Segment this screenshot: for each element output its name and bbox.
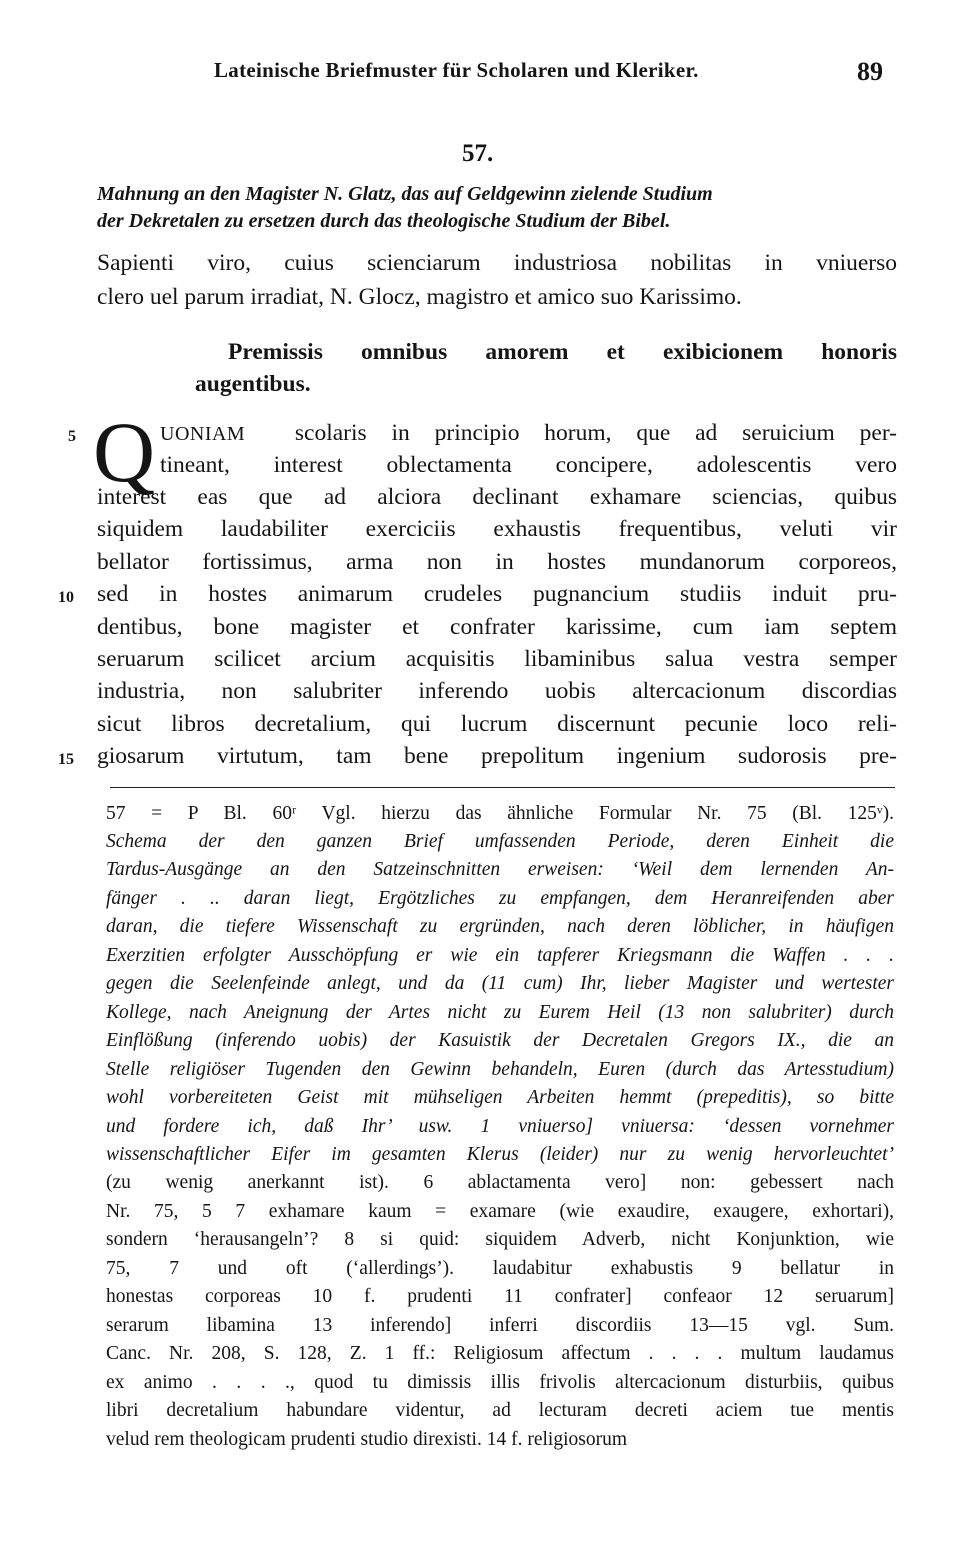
footnote-line: fänger . .. daran liegt, Ergötzliches zu empfangen, dem Heranreifenden aber — [106, 888, 894, 909]
footnote-line: Exerzitien erfolgter Ausschöpfung er wie ein tapferer Kriegsmann die Waffen . . . — [106, 945, 894, 966]
footnote-line: libri decretalium habundare videntur, ad lecturam decreti aciem tue mentis — [106, 1400, 894, 1421]
footnote-line: serarum libamina 13 inferendo] inferri discordiis 13—15 vgl. Sum. — [106, 1315, 894, 1336]
greeting-line: Premissis omnibus amorem et exibicionem honoris — [228, 339, 897, 365]
line-number: 5 — [68, 428, 76, 445]
body-line: tineant, interest oblectamenta concipere, adolescentis vero — [160, 452, 897, 478]
summary-line: Mahnung an den Magister N. Glatz, das auf Geldgewinn zielende Studium — [97, 183, 713, 205]
running-head: Lateinische Briefmuster für Scholaren und Kleriker. — [214, 58, 699, 82]
greeting-line: augentibus. — [195, 371, 311, 397]
footnote-line: 75, 7 und oft (‘allerdings’). laudabitur exhabustis 9 bellatur in — [106, 1258, 894, 1279]
body-line: bellator fortissimus, arma non in hostes mundanorum corporeos, — [97, 549, 897, 575]
footnote-line: gegen die Seelenfeinde anlegt, und da (11 cum) Ihr, lieber Magister und wertester — [106, 973, 894, 994]
footnote-line: wissenschaftlicher Eifer im gesamten Klerus (leider) nur zu wenig hervorleuchtet’ — [106, 1144, 894, 1165]
drop-cap: Q — [93, 404, 156, 500]
body-line: interest eas que ad alciora declinant exhamare sciencias, quibus — [97, 484, 897, 510]
footnote-line: ex animo . . . ., quod tu dimissis illis frivolis altercacionum disturbiis, quibus — [106, 1372, 894, 1393]
footnote-line: Schema der den ganzen Brief umfassenden Periode, deren Einheit die — [106, 831, 894, 852]
footnote-line: daran, die tiefere Wissenschaft zu ergründen, nach deren löblicher, in häufigen — [106, 916, 894, 937]
body-first-line — [160, 420, 897, 447]
body-line: sicut libros decretalium, qui lucrum discernunt pecunie loco reli- — [97, 711, 897, 737]
address-line: Sapienti viro, cuius scienciarum industriosa nobilitas in vniuerso — [97, 250, 897, 276]
footnote-line: wohl vorbereiteten Geist mit mühseligen Arbeiten hemmt (prepeditis), so bitte — [106, 1087, 894, 1108]
page-number: 89 — [857, 57, 883, 86]
footnote-line: sondern ‘herausangeln’? 8 si quid: siquidem Adverb, nicht Konjunktion, wie — [106, 1229, 894, 1250]
footnote-divider — [110, 787, 895, 788]
footnote-line: (zu wenig anerkannt ist). 6 ablactamenta vero] non: gebessert nach — [106, 1172, 894, 1193]
footnote-line: Nr. 75, 5 7 exhamare kaum = examare (wie exaudire, exaugere, exhortari), — [106, 1201, 894, 1222]
body-line: seruarum scilicet arcium acquisitis libaminibus salua vestra semper — [97, 646, 897, 672]
summary-line: der Dekretalen zu ersetzen durch das theologische Studium der Bibel. — [97, 210, 671, 232]
footnote-line: honestas corporeas 10 f. prudenti 11 confrater] confeaor 12 seruarum] — [106, 1286, 894, 1307]
body-line: giosarum virtutum, tam bene prepolitum ingenium sudorosis pre- — [97, 743, 897, 769]
body-line: industria, non salubriter inferendo uobis altercacionum discordias — [97, 678, 897, 704]
first-line-text: scolaris in principio horum, que ad seruicium per- — [294, 420, 897, 446]
body-line: dentibus, bone magister et confrater karissime, cum iam septem — [97, 614, 897, 640]
line-number: 15 — [58, 751, 74, 768]
footnote-line: Kollege, nach Aneignung der Artes nicht zu Eurem Heil (13 non salubriter) durch — [106, 1002, 894, 1023]
footnote-line: Einflößung (inferendo uobis) der Kasuistik der Decretalen Gregors IX., die an — [106, 1030, 894, 1051]
footnote-line: 57 = P Bl. 60ʳ Vgl. hierzu das ähnliche Formular Nr. 75 (Bl. 125ᵛ). — [106, 803, 894, 824]
body-line: siquidem laudabiliter exerciciis exhaustis frequentibus, veluti vir — [97, 516, 897, 542]
footnote-line: Canc. Nr. 208, S. 128, Z. 1 ff.: Religiosum affectum . . . . multum laudamus — [106, 1343, 894, 1364]
footnote-line: Stelle religiöser Tugenden den Gewinn behandeln, Euren (durch das Artesstudium) — [106, 1059, 894, 1080]
small-caps-word: UONIAM — [160, 423, 246, 445]
footnote-line: Tardus-Ausgänge an den Satzeinschnitten erweisen: ‘Weil dem lernenden An- — [106, 859, 894, 880]
line-number: 10 — [58, 589, 74, 606]
footnote-line: und fordere ich, daß Ihr’ usw. 1 vniuerso] vniuersa: ‘dessen vornehmer — [106, 1116, 894, 1137]
document-number: 57. — [462, 140, 494, 167]
footnote-line: velud rem theologicam prudenti studio direxisti. 14 f. religiosorum — [106, 1429, 627, 1450]
address-line: clero uel parum irradiat, N. Glocz, magistro et amico suo Karissimo. — [97, 284, 742, 310]
body-line: sed in hostes animarum crudeles pugnancium studiis induit pru- — [97, 581, 897, 607]
